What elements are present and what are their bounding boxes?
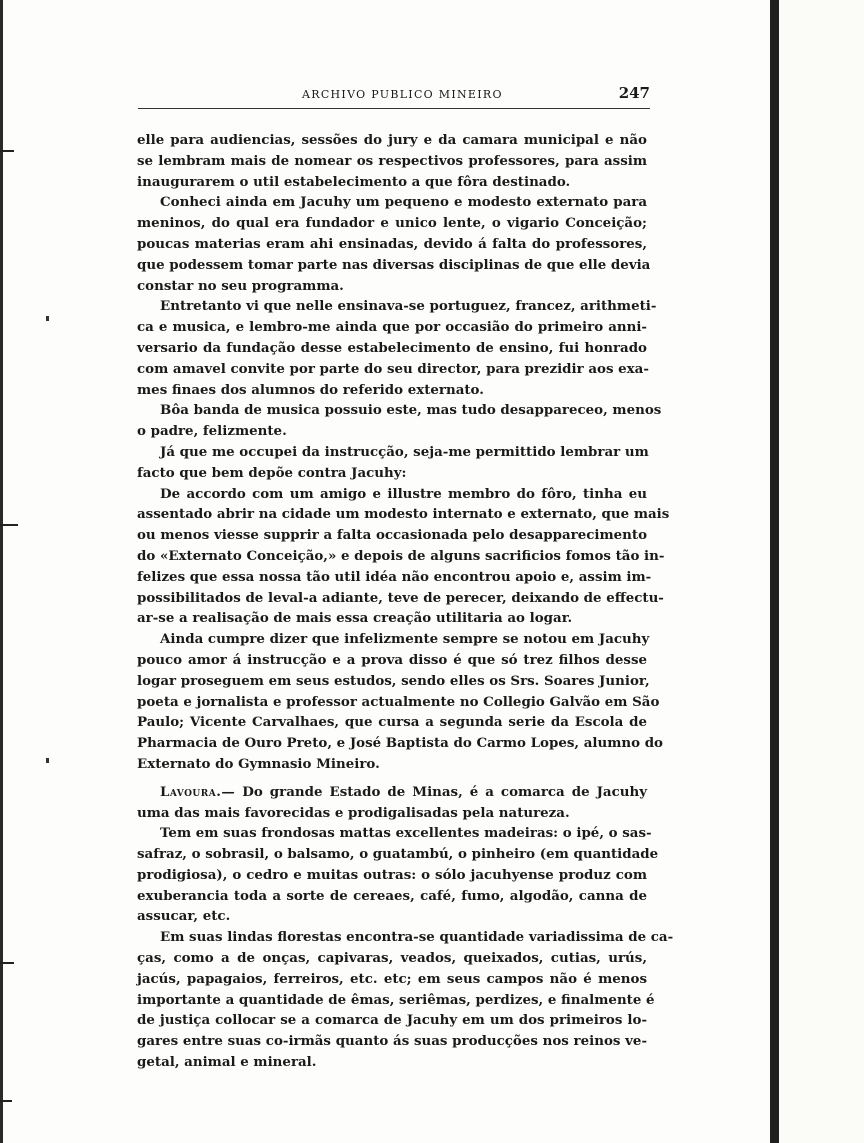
text-line: ças, como a de onças, capivaras, veados, queixados, cutias, urús, — [137, 950, 647, 967]
paragraph — [137, 782, 647, 824]
text-line: ca e musica, e lembro-me ainda que por occasião do primeiro anni- — [137, 319, 647, 336]
scan-mark — [0, 962, 14, 964]
text-line: facto que bem depõe contra Jacuhy: — [137, 464, 407, 481]
paragraph — [137, 823, 659, 927]
text-line: do «Externato Conceição,» e depois de alguns sacrificios fomos tão in- — [137, 547, 665, 564]
text-line: Conheci ainda em Jacuhy um pequeno e modesto externato para — [160, 194, 647, 211]
text-line: prodigiosa), o cedro e muitas outras: o sólo jacuhyense produz com — [137, 866, 647, 883]
text-line: se lembram mais de nomear os respectivos professores, para assim — [137, 152, 647, 169]
paragraph — [137, 400, 662, 442]
scan-edge-right — [770, 0, 779, 1143]
text-line: Ainda cumpre dizer que infelizmente sempre se notou em Jacuhy — [160, 631, 650, 648]
text-line: De accordo com um amigo e illustre membro do fôro, tinha eu — [160, 485, 647, 502]
text-line: assentado abrir na cidade um modesto internato e externato, que mais — [137, 506, 670, 523]
text-line: que podessem tomar parte nas diversas disciplinas de que elle devia — [137, 256, 651, 273]
text-line: getal, animal e mineral. — [137, 1054, 317, 1071]
text-run: Do grande Estado de Minas, é a comarca de Jacuhy — [235, 783, 647, 800]
text-line: ar-se a realisação de mais essa creação utilitaria ao logar. — [137, 610, 573, 627]
text-line: importante a quantidade de êmas, seriêmas, perdizes, e finalmente é — [137, 991, 655, 1008]
text-line — [137, 782, 647, 803]
text-line: Pharmacia de Ouro Preto, e José Baptista do Carmo Lopes, alumno do — [137, 735, 663, 752]
scan-speck — [46, 758, 49, 763]
text-line: possibilitados de leval-a adiante, teve de perecer, deixando de effectu- — [137, 589, 664, 606]
running-title: ARCHIVO PUBLICO MINEIRO — [302, 88, 503, 101]
text-line: Paulo; Vicente Carvalhaes, que cursa a segunda serie da Escola de — [137, 714, 647, 731]
text-line: o padre, felizmente. — [137, 423, 287, 440]
text-line: felizes que essa nossa tão util idéa não encontrou apoio e, assim im- — [137, 568, 652, 585]
text-line: mes finaes dos alumnos do referido externato. — [137, 381, 484, 398]
paragraph — [137, 927, 674, 1073]
text-line: de justiça collocar se a comarca de Jacuhy em um dos primeiros lo- — [137, 1012, 647, 1029]
text-line: Bôa banda de musica possuio este, mas tudo desappareceo, menos — [160, 402, 662, 419]
paragraph — [137, 192, 651, 296]
scan-margin-right — [779, 0, 864, 1143]
text-line: pouco amor á instrucção e a prova disso é que só trez filhos desse — [137, 651, 647, 668]
scan-mark — [0, 150, 14, 152]
paragraph — [137, 296, 657, 400]
page-header — [138, 84, 650, 106]
text-line: Em suas lindas florestas encontra-se quantidade variadissima de ca- — [160, 929, 674, 946]
text-line: Externato do Gymnasio Mineiro. — [137, 755, 380, 772]
text-line: inaugurarem o util estabelecimento a que fôra destinado. — [137, 173, 571, 190]
page-body — [137, 130, 674, 1073]
text-line: elle para audiencias, sessões do jury e da camara municipal e não — [137, 132, 647, 148]
text-line: safraz, o sobrasil, o balsamo, o guatambú, o pinheiro (em quantidade — [137, 846, 659, 863]
text-line: jacús, papagaios, ferreiros, etc. etc; em seus campos não é menos — [137, 970, 647, 987]
paragraph-gap — [137, 775, 647, 782]
paragraph — [137, 130, 647, 192]
text-line: Entretanto vi que nelle ensinava-se portuguez, francez, arithmeti- — [160, 298, 657, 315]
text-line: ou menos viesse supprir a falta occasionada pelo desapparecimento — [137, 527, 647, 544]
scan-mark — [0, 1100, 12, 1102]
paragraph — [137, 629, 663, 775]
text-line: poucas materias eram ahi ensinadas, devido á falta do professores, — [137, 235, 647, 252]
text-line: meninos, do qual era fundador e unico lente, o vigario Conceição; — [137, 215, 647, 232]
scan-speck — [46, 316, 49, 321]
text-line: constar no seu programma. — [137, 277, 344, 294]
page-number: 247 — [618, 84, 650, 102]
header-rule — [138, 108, 650, 109]
scan-mark — [0, 524, 18, 526]
text-line: gares entre suas co-irmãs quanto ás suas producções nos reinos ve- — [137, 1033, 647, 1050]
paragraph — [137, 442, 647, 484]
text-line: com amavel convite por parte do seu director, para prezidir aos exa- — [137, 360, 649, 377]
text-line: uma das mais favorecidas e prodigalisadas pela natureza. — [137, 804, 570, 821]
text-line: Já que me occupei da instrucção, seja-me permittido lembrar um — [160, 443, 649, 460]
paragraph — [137, 484, 670, 630]
text-line: Tem em suas frondosas mattas excellentes madeiras: o ipé, o sas- — [160, 825, 652, 842]
text-line: exuberancia toda a sorte de cereaes, café, fumo, algodão, canna de — [137, 887, 647, 904]
text-line: versario da fundação desse estabelecimento de ensino, fui honrado — [137, 339, 647, 356]
text-line: poeta e jornalista e professor actualmente no Collegio Galvão em São — [137, 693, 660, 710]
scan-edge-left — [0, 0, 3, 1143]
text-line: assucar, etc. — [137, 908, 231, 925]
text-line: logar proseguem em seus estudos, sendo elles os Srs. Soares Junior, — [137, 672, 650, 689]
section-heading: Lavoura.— — [160, 783, 236, 800]
